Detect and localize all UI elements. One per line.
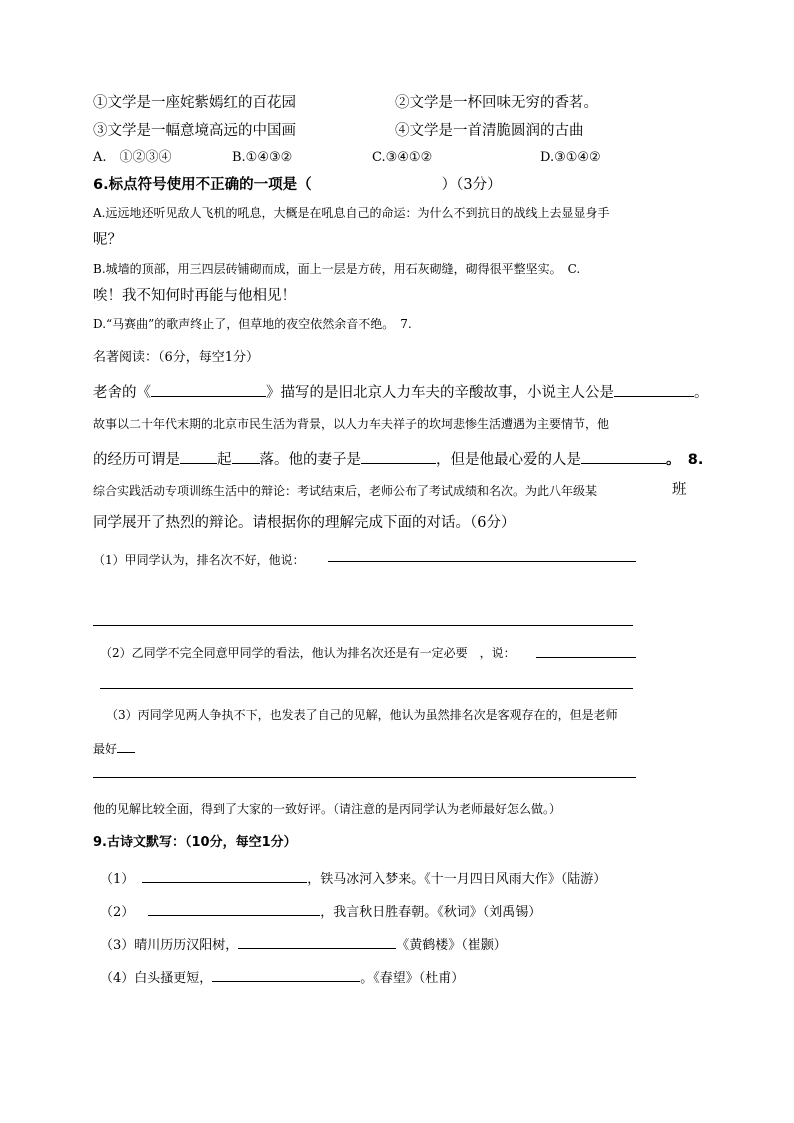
q9-heading-text: 9.古诗文默写：（10分，每空1分） bbox=[93, 835, 297, 850]
q9-item4-text-b: 。《春望》（杜甫） bbox=[360, 971, 465, 986]
q7-line3-c: 落。他的妻子是 bbox=[259, 452, 361, 468]
q8-part2: （2）乙同学不完全同意甲同学的看法，他认为排名次还是有一定必要 ，说： bbox=[100, 646, 516, 660]
q8-intro-class: 班 bbox=[672, 482, 687, 498]
q9-item1-label: （1） bbox=[100, 872, 135, 887]
q9-item2-label: （2） bbox=[100, 905, 135, 920]
q7-line2: 故事以二十年代末期的北京市民生活为背景，以人力车夫祥子的坎坷悲惨生活遭遇为主要情节，他 bbox=[93, 417, 610, 431]
q8-part3-blank[interactable] bbox=[117, 740, 135, 753]
q9-item4-blank[interactable] bbox=[212, 967, 360, 982]
q9-item1-blank[interactable] bbox=[142, 868, 307, 883]
q9-item3-blank[interactable] bbox=[238, 934, 396, 949]
q8-part3-best: 最好 bbox=[93, 742, 118, 756]
q8-intro-line1: 综合实践活动专项训练生活中的辩论：考试结束后，老师公布了考试成绩和名次。为此八年级某 bbox=[93, 484, 598, 498]
q9-heading bbox=[93, 835, 297, 851]
wife-blank[interactable] bbox=[361, 449, 436, 464]
q9-item2 bbox=[100, 901, 541, 921]
q6-stem-text: 6.标点符号使用不正确的一项是（ bbox=[93, 177, 312, 193]
choice-a: A. ①②③④ bbox=[93, 150, 172, 165]
q6-option-c: 唉！我不知何时再能与他相见！ bbox=[93, 288, 296, 304]
q7-line1 bbox=[93, 382, 709, 402]
q9-item4-text-a: （4）白头搔更短， bbox=[100, 971, 213, 986]
q7-line3-e: 。 8. bbox=[666, 452, 704, 468]
q7-line1-c: 。 bbox=[694, 385, 709, 401]
q9-item1 bbox=[100, 868, 606, 888]
q6-score: ）（3分） bbox=[441, 177, 502, 193]
q8-part2-answer-line[interactable] bbox=[536, 657, 636, 658]
q7-heading: 名著阅读：（6分，每空1分） bbox=[93, 350, 260, 365]
rise-count-blank[interactable] bbox=[180, 449, 217, 464]
q8-part3: （3）丙同学见两人争执不下，也发表了自己的见解，他认为虽然排名次是客观存在的，但是老师 bbox=[106, 708, 618, 722]
q9-item3-text-b: 《黄鹤楼》（崔颢） bbox=[396, 938, 507, 953]
q8-part3-b bbox=[93, 740, 135, 756]
option-4: ④文学是一首清脆圆润的古曲 bbox=[395, 123, 584, 139]
q6-option-a-line2: 呢？ bbox=[93, 232, 122, 248]
q7-line3 bbox=[93, 449, 703, 469]
q9-item1-text: ，铁马冰河入梦来。《十一月四日风雨大作》（陆游） bbox=[307, 872, 607, 887]
book-title-blank[interactable] bbox=[151, 382, 266, 397]
q8-part3-answer-line[interactable] bbox=[93, 777, 636, 778]
q8-part1: （1）甲同学认为，排名次不好，他说： bbox=[93, 553, 305, 567]
q6-option-a-line1: A.远远地还听见敌人飞机的吼息，大概是在吼息自己的命运：为什么不到抗日的战线上去显显身手 bbox=[93, 206, 610, 220]
q9-item3-text-a: （3）晴川历历汉阳树， bbox=[100, 938, 239, 953]
q6-stem bbox=[93, 177, 502, 194]
q7-line3-a: 的经历可谓是 bbox=[93, 452, 180, 468]
q6-option-d: D.“马赛曲”的歌声终止了，但草地的夜空依然余音不绝。 7. bbox=[93, 317, 412, 331]
choice-d: D.③①④② bbox=[540, 150, 601, 165]
option-1: ①文学是一座姹紫嫣红的百花园 bbox=[93, 95, 296, 111]
q9-item2-text: ，我言秋日胜春朝。《秋词》（刘禹锡） bbox=[320, 905, 542, 920]
choice-c: C.③④①② bbox=[372, 150, 433, 165]
fall-count-blank[interactable] bbox=[232, 449, 260, 464]
q7-line1-b: 》描写的是旧北京人力车夫的辛酸故事，小说主人公是 bbox=[266, 385, 614, 401]
q6-option-b: B.城墙的顶部，用三四层砖铺砌而成，面上一层是方砖，用石灰砌缝，砌得很平整坚实。 C. bbox=[93, 262, 581, 276]
option-3: ③文学是一幅意境高远的中国画 bbox=[93, 123, 296, 139]
q7-line3-b: 起 bbox=[217, 452, 232, 468]
q8-part2-answer-line2[interactable] bbox=[100, 688, 633, 689]
q9-item3 bbox=[100, 934, 507, 954]
choice-b: B.①④③② bbox=[232, 150, 293, 165]
protagonist-blank[interactable] bbox=[614, 382, 694, 397]
q9-item4 bbox=[100, 967, 464, 987]
option-2: ②文学是一杯回味无穷的香茗。 bbox=[395, 95, 598, 111]
q7-line1-a: 老舍的《 bbox=[93, 385, 151, 401]
beloved-blank[interactable] bbox=[581, 449, 666, 464]
q8-part1-answer-line2[interactable] bbox=[93, 625, 633, 626]
q7-line3-d: ，但是他最心爱的人是 bbox=[436, 452, 581, 468]
q9-item2-blank[interactable] bbox=[148, 901, 320, 916]
q8-part1-answer-line[interactable] bbox=[328, 561, 636, 562]
q8-intro-line2: 同学展开了热烈的辩论。请根据你的理解完成下面的对话。（6分） bbox=[93, 515, 516, 531]
q8-part3-note: 他的见解比较全面，得到了大家的一致好评。（请注意的是丙同学认为老师最好怎么做。） bbox=[93, 802, 562, 816]
